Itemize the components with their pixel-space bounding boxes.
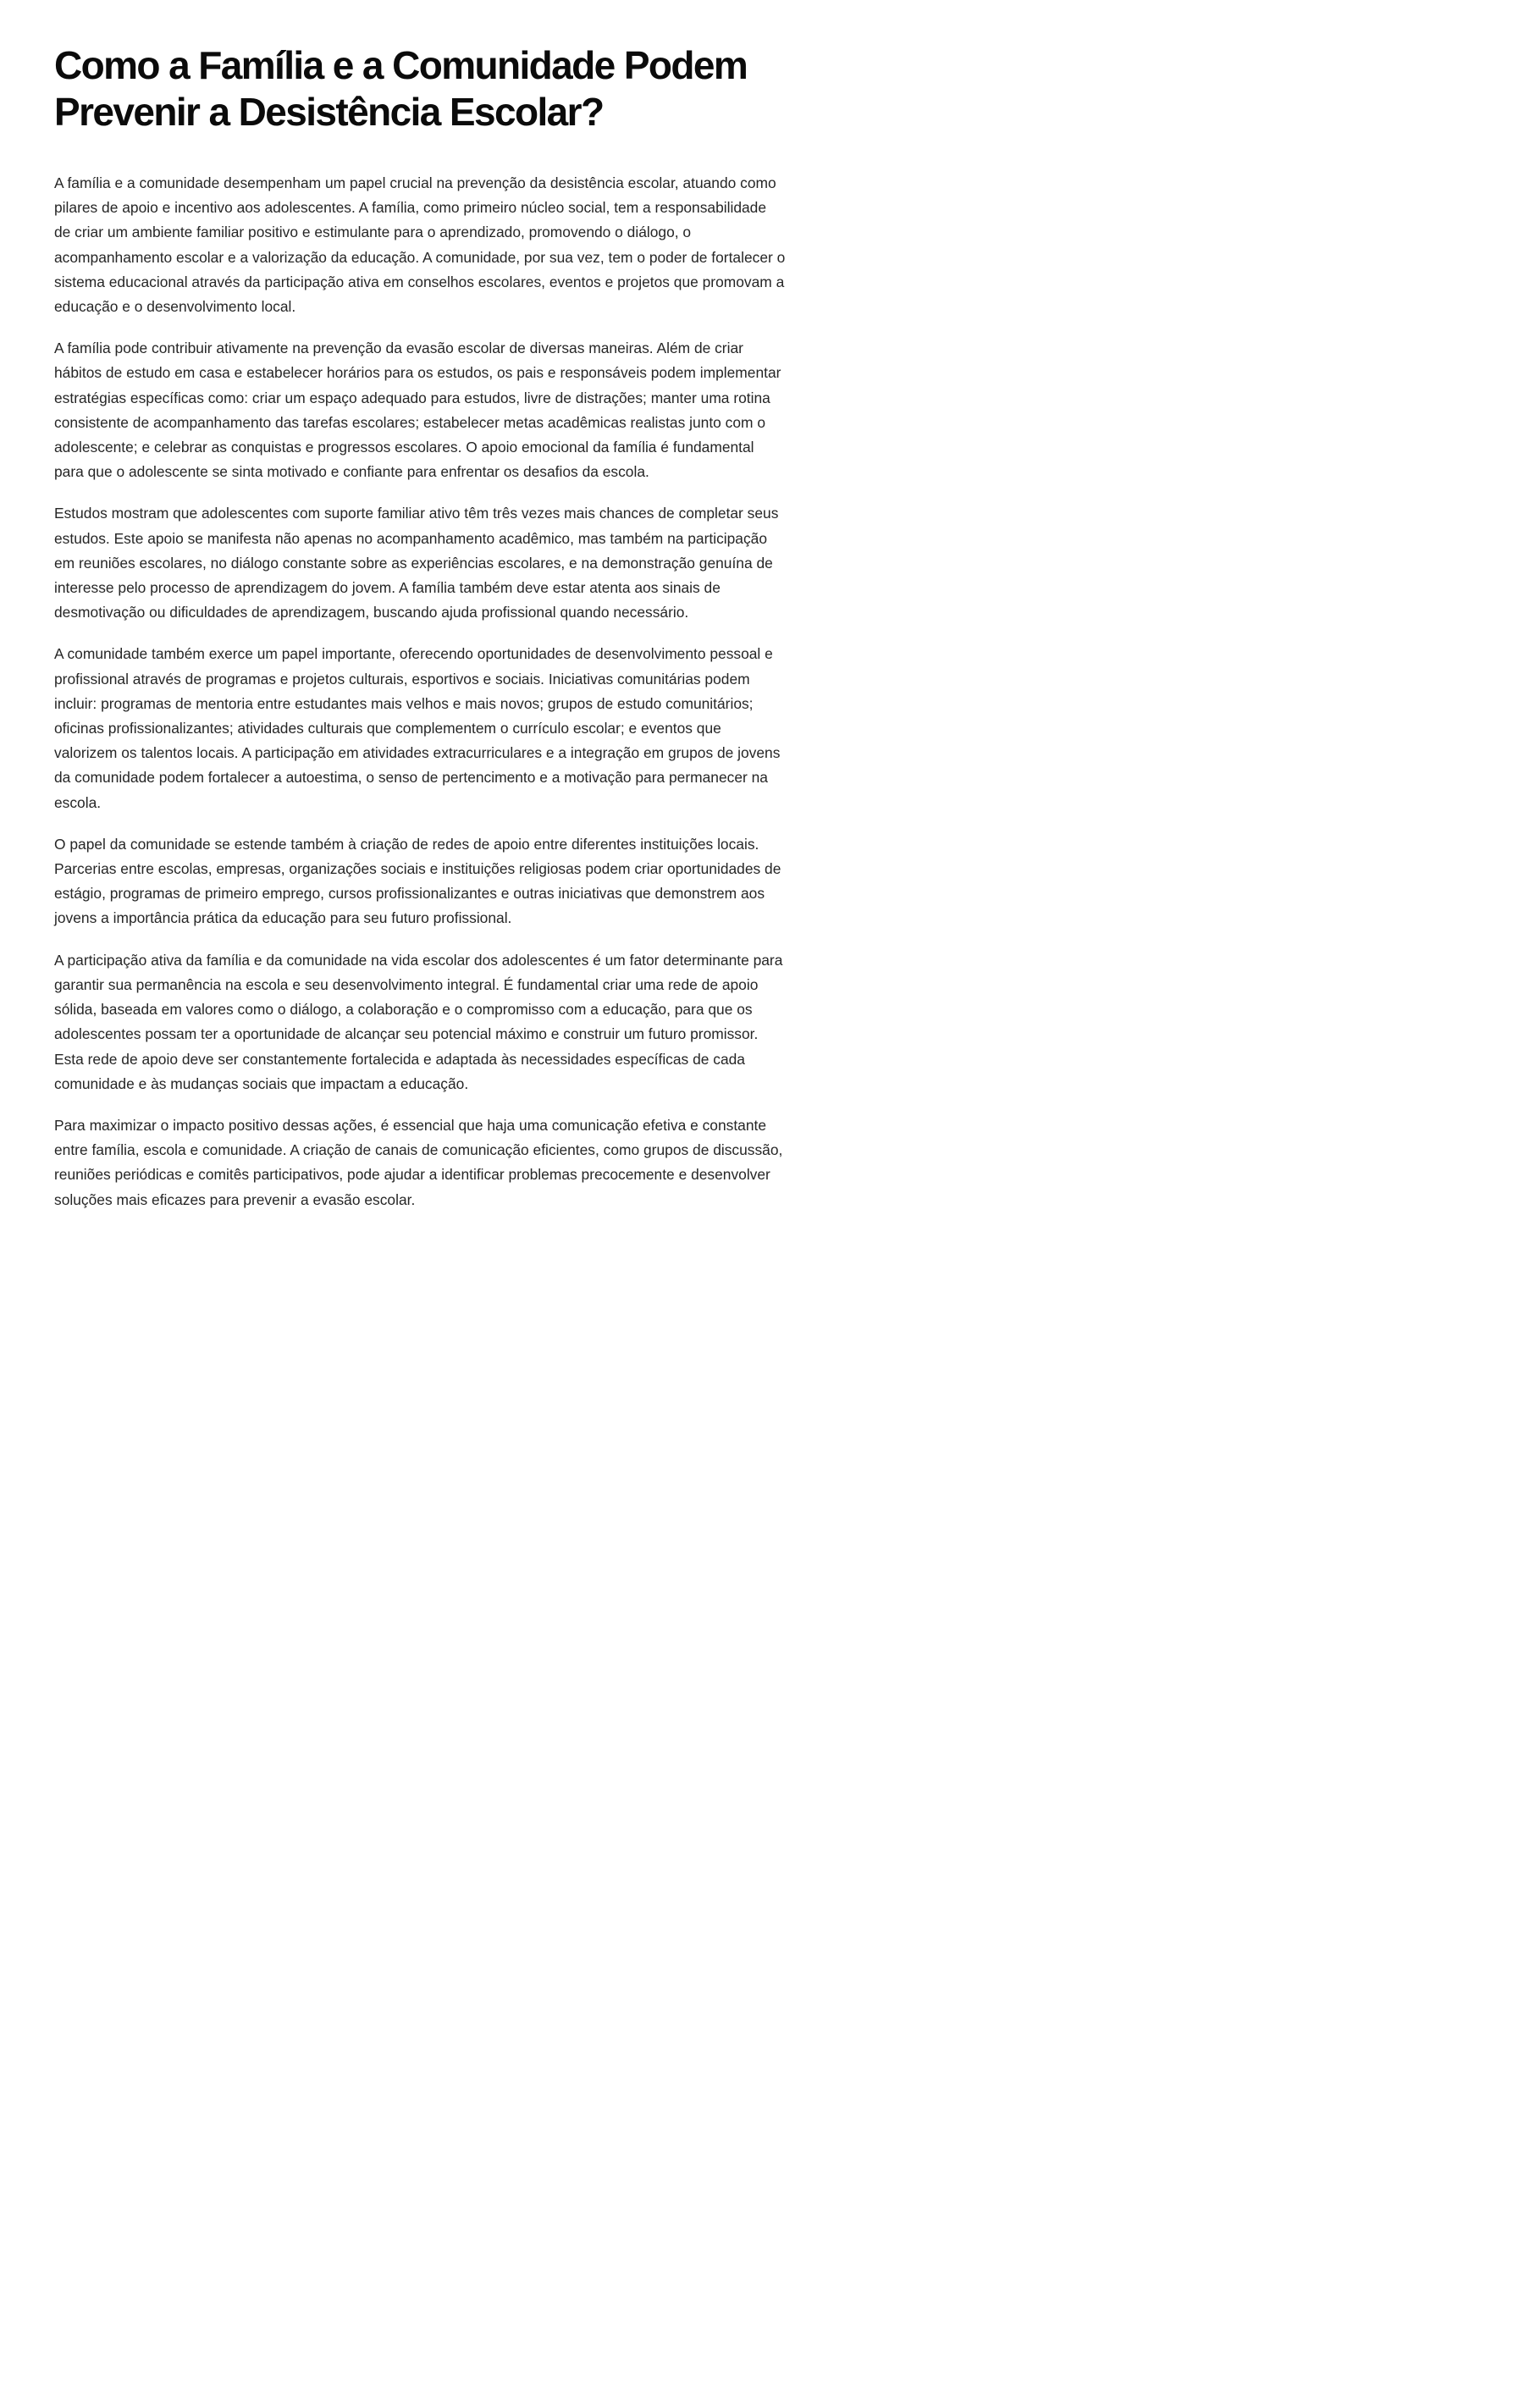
- paragraph-intro: A família e a comunidade desempenham um papel crucial na prevenção da desistência escolar, atuando como pilares de apoio e incentivo aos adolescentes. A família, como primeiro núcleo social, tem a responsabilidade de criar um ambiente familiar positivo e estimulante para o aprendizado, promovendo o diálogo, o acompanhamento escolar e a valorização da educação. A comunidade, por sua vez, tem o poder de fortalecer o sistema educacional através da participação ativa em conselhos escolares, eventos e projetos que promovam a educação e o desenvolvimento local.: [54, 174, 786, 316]
- paragraph-communication: Para maximizar o impacto positivo dessas ações, é essencial que haja uma comunicação efetiva e constante entre família, escola e comunidade. A criação de canais de comunicação eficientes, como grupos de discussão, reuniões periódicas e comitês participativos, pode ajudar a identificar problemas precocemente e desenvolver soluções mais eficazes para prevenir a evasão escolar.: [54, 1116, 783, 1208]
- document-page: [0, 0, 847, 1338]
- paragraph-community-role: A comunidade também exerce um papel importante, oferecendo oportunidades de desenvolvimento pessoal e profissional através de programas e projetos culturais, esportivos e sociais. Iniciativas comunitárias podem incluir: programas de mentoria entre estudantes mais velhos e mais novos; grupos de estudo comunitários; oficinas profissionalizantes; atividades culturais que complementem o currículo escolar; e eventos que valorizem os talentos locais. A participação em atividades extracurriculares e a integração em grupos de jovens da comunidade podem fortalecer a autoestima, o senso de pertencimento e a motivação para permanecer na escola.: [54, 645, 781, 811]
- paragraph-active-participation: A participação ativa da família e da comunidade na vida escolar dos adolescentes é um fator determinante para garantir sua permanência na escola e seu desenvolvimento integral. É fundamental criar uma rede de apoio sólida, baseada em valores como o diálogo, a colaboração e o compromisso com a educação, para que os adolescentes possam ter a oportunidade de alcançar seu potencial máximo e construir um futuro promissor. Esta rede de apoio deve ser constantemente fortalecida e adaptada às necessidades específicas de cada comunidade e às mudanças sociais que impactam a educação.: [54, 951, 783, 1092]
- paragraph-support-networks: O papel da comunidade se estende também à criação de redes de apoio entre diferentes instituições locais. Parcerias entre escolas, empresas, organizações sociais e instituições religiosas podem criar oportunidades de estágio, programas de primeiro emprego, cursos profissionalizantes e outras iniciativas que demonstrem aos jovens a importância prática da educação para seu futuro profissional.: [54, 835, 781, 927]
- page-title: Como a Família e a Comunidade Podem Prevenir a Desistência Escolar?: [54, 43, 748, 134]
- paragraph-family-strategies: A família pode contribuir ativamente na prevenção da evasão escolar de diversas maneiras. Além de criar hábitos de estudo em casa e estabelecer horários para os estudos, os pais e responsáveis podem implementar estratégias específicas como: criar um espaço adequado para estudos, livre de distrações; manter uma rotina consistente de acompanhamento das tarefas escolares; estabelecer metas acadêmicas realistas junto com o adolescente; e celebrar as conquistas e progressos escolares. O apoio emocional da família é fundamental para que o adolescente se sinta motivado e confiante para enfrentar os desafios da escola.: [54, 340, 781, 481]
- paragraph-studies: Estudos mostram que adolescentes com suporte familiar ativo têm três vezes mais chances de completar seus estudos. Este apoio se manifesta não apenas no acompanhamento acadêmico, mas também na participação em reuniões escolares, no diálogo constante sobre as experiências escolares, e na demonstração genuína de interesse pelo processo de aprendizagem do jovem. A família também deve estar atenta aos sinais de desmotivação ou dificuldades de aprendizagem, buscando ajuda profissional quando necessário.: [54, 505, 779, 621]
